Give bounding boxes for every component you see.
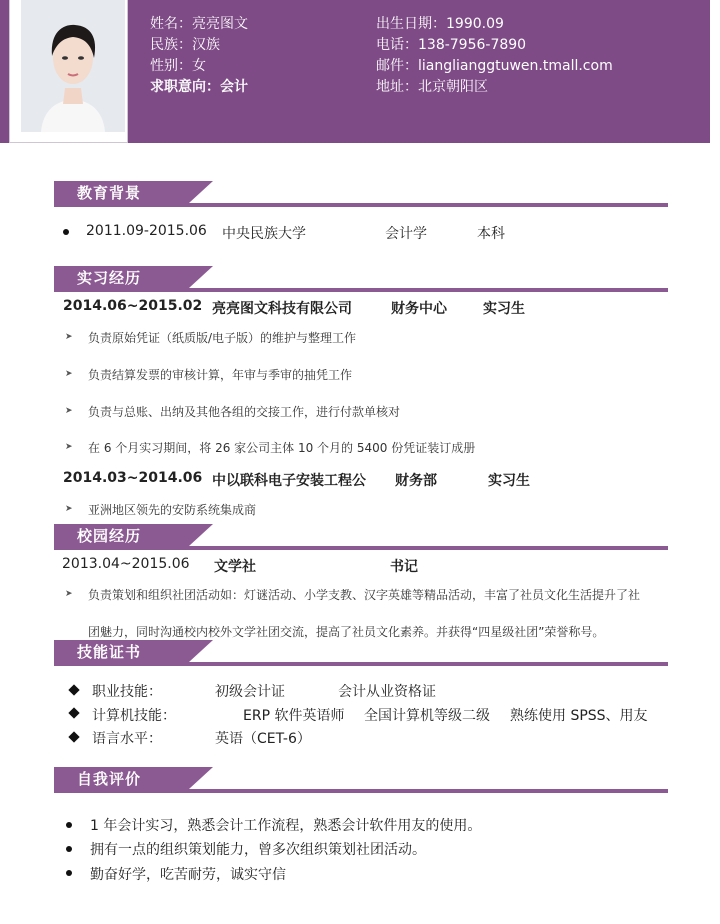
campus-period: 2013.04~2015.06	[62, 556, 190, 572]
job-period: 2014.03~2014.06	[63, 470, 203, 486]
campus-desc-line2: 团魅力，同时沟通校内校外文学社团交流，提高了社员文化素养。并获得“四星级社团”荣誉称号。	[88, 625, 605, 639]
arrow-bullet-icon: ➤	[65, 442, 73, 452]
job-duty: 在 6 个月实习期间，将 26 家公司主体 10 个月的 5400 份凭证装订成册	[88, 441, 476, 455]
avatar	[21, 0, 125, 132]
campus-org: 文学社	[214, 559, 256, 575]
section-tab	[54, 266, 189, 288]
arrow-bullet-icon: ➤	[65, 589, 73, 599]
arrow-bullet-icon: ➤	[65, 332, 73, 342]
section-title: 技能证书	[77, 643, 142, 661]
arrow-bullet-icon: ➤	[65, 504, 73, 514]
bullet-dot	[66, 846, 72, 852]
personal-info-right	[376, 14, 613, 98]
section-divider	[54, 789, 668, 793]
arrow-bullet-icon: ➤	[65, 369, 73, 379]
section-title: 校园经历	[77, 527, 142, 545]
email-field: 邮件：lianglianggtuwen.tmall.com	[376, 58, 613, 74]
address-field: 地址：北京朝阳区	[376, 79, 488, 95]
skill-item: 英语（CET-6）	[215, 731, 311, 747]
diamond-bullet-icon	[68, 731, 79, 742]
job-role: 实习生	[483, 301, 525, 317]
objective-field: 求职意向：会计	[150, 79, 248, 95]
job-duty: 亚洲地区领先的安防系统集成商	[88, 503, 257, 517]
personal-info-left	[150, 14, 248, 98]
portrait-illustration	[21, 0, 125, 132]
education-school: 中央民族大学	[222, 226, 306, 242]
section-divider	[54, 203, 668, 207]
section-divider	[54, 546, 668, 550]
job-period: 2014.06~2015.02	[63, 298, 203, 314]
section-tab	[54, 181, 189, 203]
arrow-bullet-icon: ➤	[65, 406, 73, 416]
skill-label: 计算机技能：	[92, 708, 176, 724]
self-eval-item: 拥有一点的组织策划能力，曾多次组织策划社团活动。	[90, 842, 426, 858]
bullet-dot	[66, 870, 72, 876]
skill-label: 职业技能：	[92, 684, 162, 700]
diamond-bullet-icon	[68, 684, 79, 695]
job-company: 亮亮图文科技有限公司	[212, 301, 352, 317]
section-title: 教育背景	[77, 184, 142, 202]
ethnicity-field: 民族：汉族	[150, 37, 220, 53]
education-degree: 本科	[477, 226, 505, 242]
section-self-eval-header	[54, 767, 668, 793]
gender-field: 性别：女	[150, 58, 206, 74]
self-eval-item: 1 年会计实习，熟悉会计工作流程，熟悉会计软件用友的使用。	[90, 818, 482, 834]
skill-item: 初级会计证	[215, 684, 285, 700]
section-title: 实习经历	[77, 269, 142, 287]
job-duty: 负责与总账、出纳及其他各组的交接工作，进行付款单核对	[88, 405, 401, 419]
job-company: 中以联科电子安装工程公	[212, 473, 366, 489]
section-education-header	[54, 181, 668, 207]
skill-label: 语言水平：	[92, 731, 162, 747]
job-duty: 负责原始凭证（纸质版/电子版）的维护与整理工作	[88, 331, 357, 345]
phone-field: 电话：138-7956-7890	[376, 37, 527, 53]
education-period: 2011.09-2015.06	[86, 223, 207, 239]
skill-item: 全国计算机等级二级	[364, 708, 490, 724]
section-title: 自我评价	[77, 770, 142, 788]
self-eval-item: 勤奋好学，吃苦耐劳，诚实守信	[90, 867, 286, 883]
section-tab	[54, 767, 189, 789]
section-campus-header	[54, 524, 668, 550]
bullet-dot	[66, 822, 72, 828]
campus-role: 书记	[390, 559, 418, 575]
skill-item: 熟练使用 SPSS、用友	[510, 708, 648, 724]
diamond-bullet-icon	[68, 707, 79, 718]
section-internship-header	[54, 266, 668, 292]
job-dept: 财务部	[395, 473, 437, 489]
name-field: 姓名：亮亮图文	[150, 16, 248, 32]
skill-item: 会计从业资格证	[338, 684, 436, 700]
skill-item: ERP 软件英语师	[243, 708, 345, 724]
education-major: 会计学	[385, 226, 427, 242]
job-role: 实习生	[488, 473, 530, 489]
section-divider	[54, 662, 668, 666]
birth-field: 出生日期：1990.09	[376, 16, 504, 32]
section-tab	[54, 640, 189, 662]
section-tab	[54, 524, 189, 546]
bullet-dot	[63, 229, 69, 235]
section-skills-header	[54, 640, 668, 666]
photo-frame	[9, 0, 128, 143]
job-dept: 财务中心	[391, 301, 447, 317]
campus-desc-line1: 负责策划和组织社团活动如：灯谜活动、小学支教、汉字英雄等精品活动，丰富了社员文化生活提升了社	[88, 588, 641, 602]
section-divider	[54, 288, 668, 292]
job-duty: 负责结算发票的审核计算，年审与季审的抽凭工作	[88, 368, 353, 382]
